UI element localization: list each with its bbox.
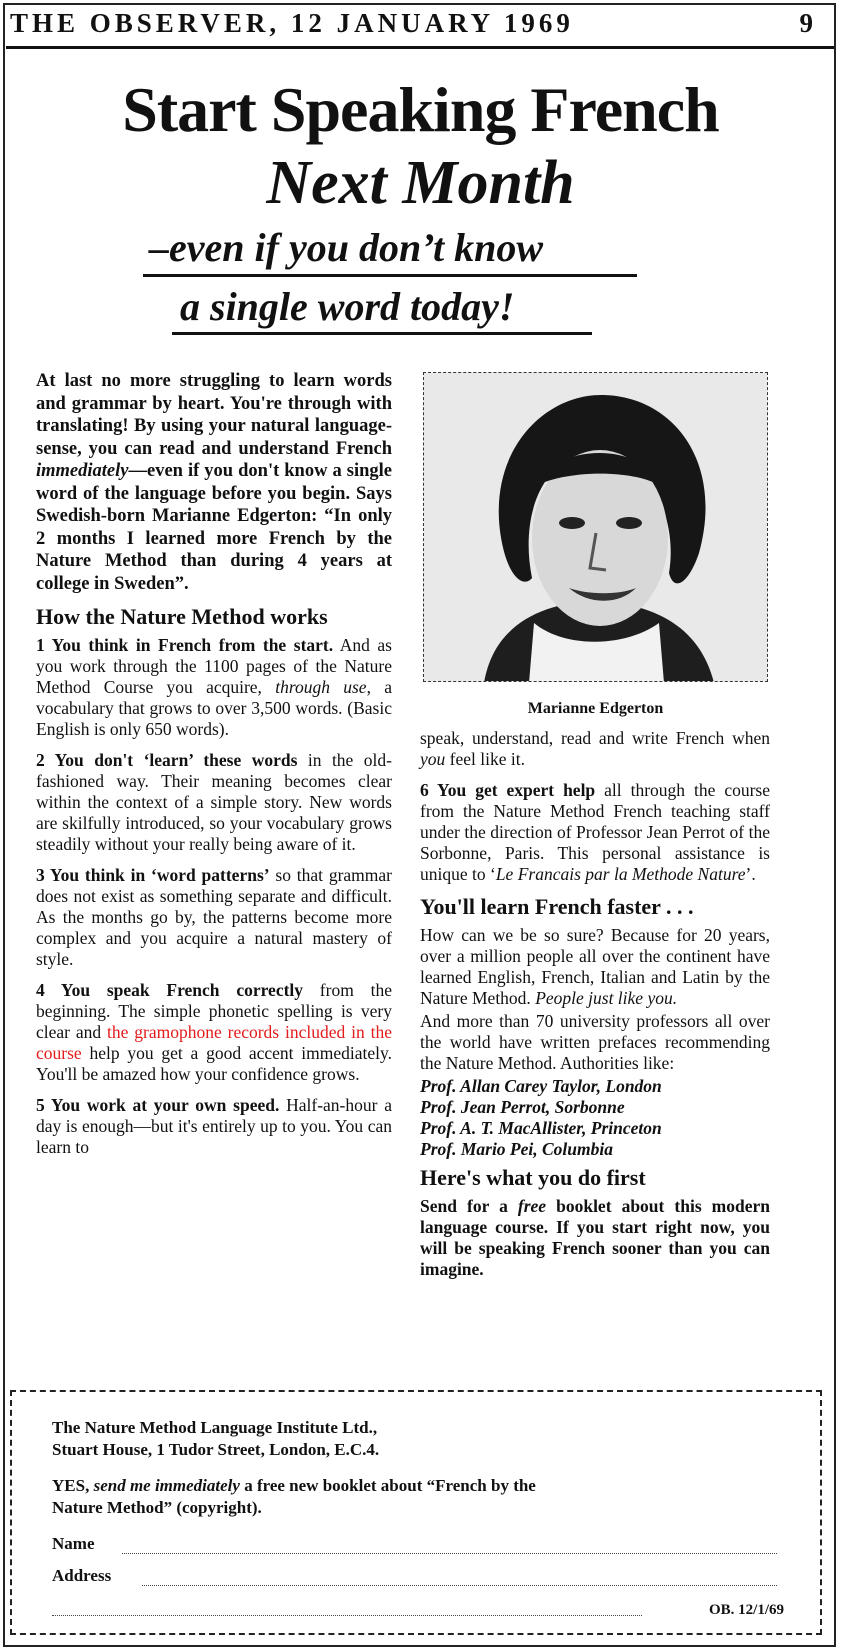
coupon-address: Stuart House, 1 Tudor Street, London, E.C.4. — [52, 1440, 380, 1459]
intro-paragraph: At last no more struggling to learn words and grammar by heart. You're through with translating! By using your natural language-sense, you can read and understand French immediately—even if you don't know a single word of the language before you begin. Says Swedish-born Marianne Edgerton: “In only 2 months I learned more French by the Nature Method than during 4 years at college in Sweden”. — [36, 371, 392, 594]
professors-paragraph: And more than 70 university professors all over the world have written prefaces recommending the Nature Method. Authorities like: — [420, 1011, 770, 1073]
professors-list — [420, 1076, 770, 1160]
point-4: 4 You speak French correctly from the beginning. The simple phonetic spelling is very clear and the gramophone records included in the course help you get a good accent immediately. You'll be amazed how your confidence grows. — [36, 980, 392, 1084]
masthead — [10, 8, 825, 44]
headline-underline2 — [172, 332, 592, 335]
page-number: 9 — [799, 8, 817, 38]
point-5-continued: speak, understand, read and write French when you feel like it. — [420, 728, 770, 769]
point-5: 5 You work at your own speed. Half-an-hour a day is enough—but it's entirely up to you. You can learn to — [36, 1095, 392, 1157]
address-label: Address — [52, 1566, 112, 1585]
address-field-line2[interactable] — [52, 1614, 642, 1616]
name-field[interactable] — [122, 1552, 777, 1554]
first-heading: Here's what you do first — [420, 1165, 646, 1190]
professor-item: Prof. A. T. MacAllister, Princeton — [420, 1118, 662, 1138]
name-label: Name — [52, 1534, 95, 1553]
point-6: 6 You get expert help all through the course from the Nature Method French teaching staff under the direction of Professor Jean Perrot of the Sorbonne, Paris. This personal assistance is unique to ‘Le Francais par la Methode Nature’. — [420, 780, 770, 884]
masthead-title: THE OBSERVER, 12 JANUARY 1969 — [10, 8, 574, 38]
headline-underline1 — [143, 274, 637, 277]
point-1: 1 You think in French from the start. And as you work through the 1100 pages of the Nature Method Course you acquire, through use, a vocabulary that grows to over 3,500 words. (Basic English is only 650 words). — [36, 635, 392, 739]
coupon-request-2: Nature Method” (copyright). — [52, 1498, 262, 1517]
coupon-reference: OB. 12/1/69 — [708, 1602, 784, 1618]
portrait-illustration — [424, 373, 768, 682]
headline-line2: Next Month — [266, 149, 575, 217]
left-column — [36, 370, 392, 1168]
right-column — [420, 728, 770, 1290]
headline-line1: Start Speaking French — [122, 74, 719, 145]
professor-item: Prof. Mario Pei, Columbia — [420, 1139, 613, 1159]
order-coupon — [10, 1390, 822, 1635]
headline-line3: –even if you don’t know — [149, 225, 544, 270]
gramophone-highlight: the gramophone records included in the course — [36, 1022, 392, 1063]
faster-heading: You'll learn French faster . . . — [420, 894, 694, 919]
masthead-rule — [6, 46, 834, 49]
point-3: 3 You think in ‘word patterns’ so that grammar does not exist as something separate and difficult. As the months go by, the patterns become more complex and you acquire a natural mastery of style. — [36, 865, 392, 969]
address-field[interactable] — [142, 1584, 777, 1586]
coupon-request: YES, send me immediately a free new booklet about “French by the — [52, 1476, 536, 1495]
coupon-company: The Nature Method Language Institute Ltd., — [52, 1418, 378, 1437]
first-paragraph: Send for a free booklet about this modern language course. If you start right now, you will be speaking French sooner than you can imagine. — [420, 1196, 770, 1279]
professor-item: Prof. Allan Carey Taylor, London — [420, 1076, 662, 1096]
how-heading: How the Nature Method works — [36, 604, 328, 629]
portrait-photo — [423, 372, 768, 682]
professor-item: Prof. Jean Perrot, Sorbonne — [420, 1097, 625, 1117]
photo-caption: Marianne Edgerton — [527, 700, 664, 717]
headline-line4: a single word today! — [180, 284, 515, 329]
point-2: 2 You don't ‘learn’ these words in the old-fashioned way. Their meaning becomes clear within the context of a simple story. New words are skilfully introduced, so your vocabulary grows steadily without your really being aware of it. — [36, 750, 392, 854]
faster-paragraph: How can we be so sure? Because for 20 years, over a million people all over the continent have learned English, French, Italian and Latin by the Nature Method. People just like you. — [420, 925, 770, 1008]
